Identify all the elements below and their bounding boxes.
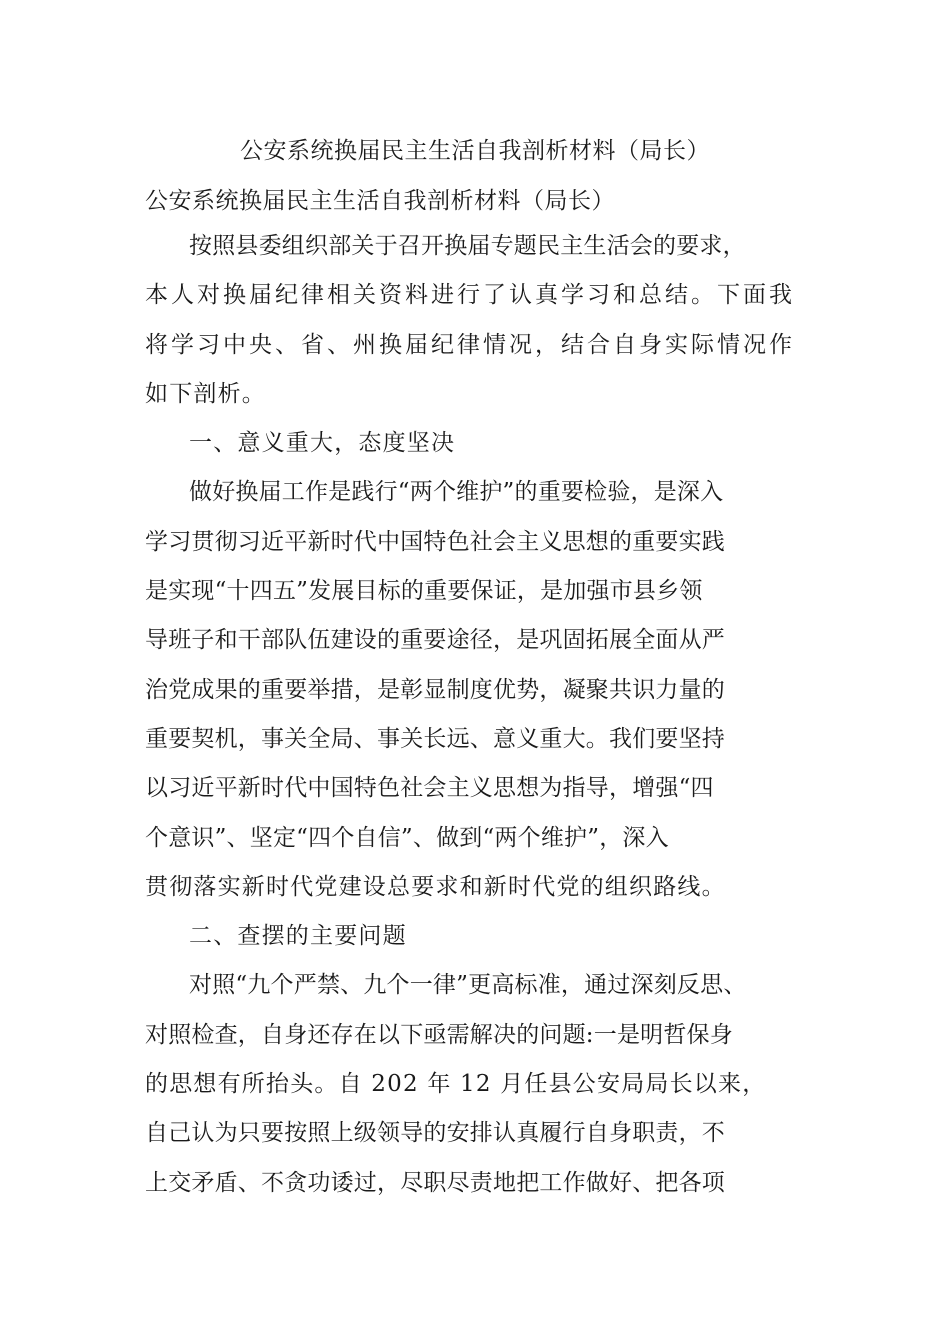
section-heading: 一、意义重大，态度坚决: [189, 430, 456, 457]
paragraph-line: 是实现“十四五”发展目标的重要保证，是加强市县乡领: [145, 578, 703, 605]
paragraph-line: 做好换届工作是践行“两个维护”的重要检验，是深入: [189, 479, 724, 506]
paragraph-line: 如下剖析。: [145, 380, 266, 407]
paragraph-line: 学习贯彻习近平新时代中国特色社会主义思想的重要实践: [145, 528, 725, 555]
paragraph-line: 个意识”、坚定“四个自信”、做到“两个维护”，深入: [145, 824, 669, 851]
document-subtitle: 公安系统换届民主生活自我剖析材料（局长）: [145, 188, 615, 214]
paragraph-line: 贯彻落实新时代党建设总要求和新时代党的组织路线。: [145, 873, 726, 900]
paragraph-line: 本人对换届纪律相关资料进行了认真学习和总结。下面我: [145, 282, 795, 309]
document-body: [145, 222, 815, 1208]
paragraph-line: 的思想有所抬头。自 202 年 12 月任县公安局局长以来，: [145, 1071, 767, 1098]
paragraph-line: 重要契机，事关全局、事关长远、意义重大。我们要坚持: [145, 725, 725, 752]
section-heading: 二、查摆的主要问题: [189, 923, 407, 950]
paragraph-line: 以习近平新时代中国特色社会主义思想为指导，增强“四: [145, 775, 714, 802]
paragraph-line: 对照“九个严禁、九个一律”更高标准，通过深刻反思、: [189, 972, 747, 999]
paragraph-line: 导班子和干部队伍建设的重要途径，是巩固拓展全面从严: [145, 627, 725, 654]
paragraph-line: 按照县委组织部关于召开换届专题民主生活会的要求，: [189, 233, 746, 259]
paragraph-line: 治党成果的重要举措，是彰显制度优势，凝聚共识力量的: [145, 676, 725, 703]
document-title: 公安系统换届民主生活自我剖析材料（局长）: [240, 138, 710, 164]
paragraph-line: 对照检查，自身还存在以下亟需解决的问题:一是明哲保身: [145, 1021, 733, 1048]
paragraph-line: 将学习中央、省、州换届纪律情况，结合自身实际情况作: [145, 331, 795, 358]
paragraph-line: 上交矛盾、不贪功诿过，尽职尽责地把工作做好、把各项: [145, 1169, 725, 1196]
paragraph-line: 自己认为只要按照上级领导的安排认真履行自身职责，不: [145, 1120, 725, 1147]
